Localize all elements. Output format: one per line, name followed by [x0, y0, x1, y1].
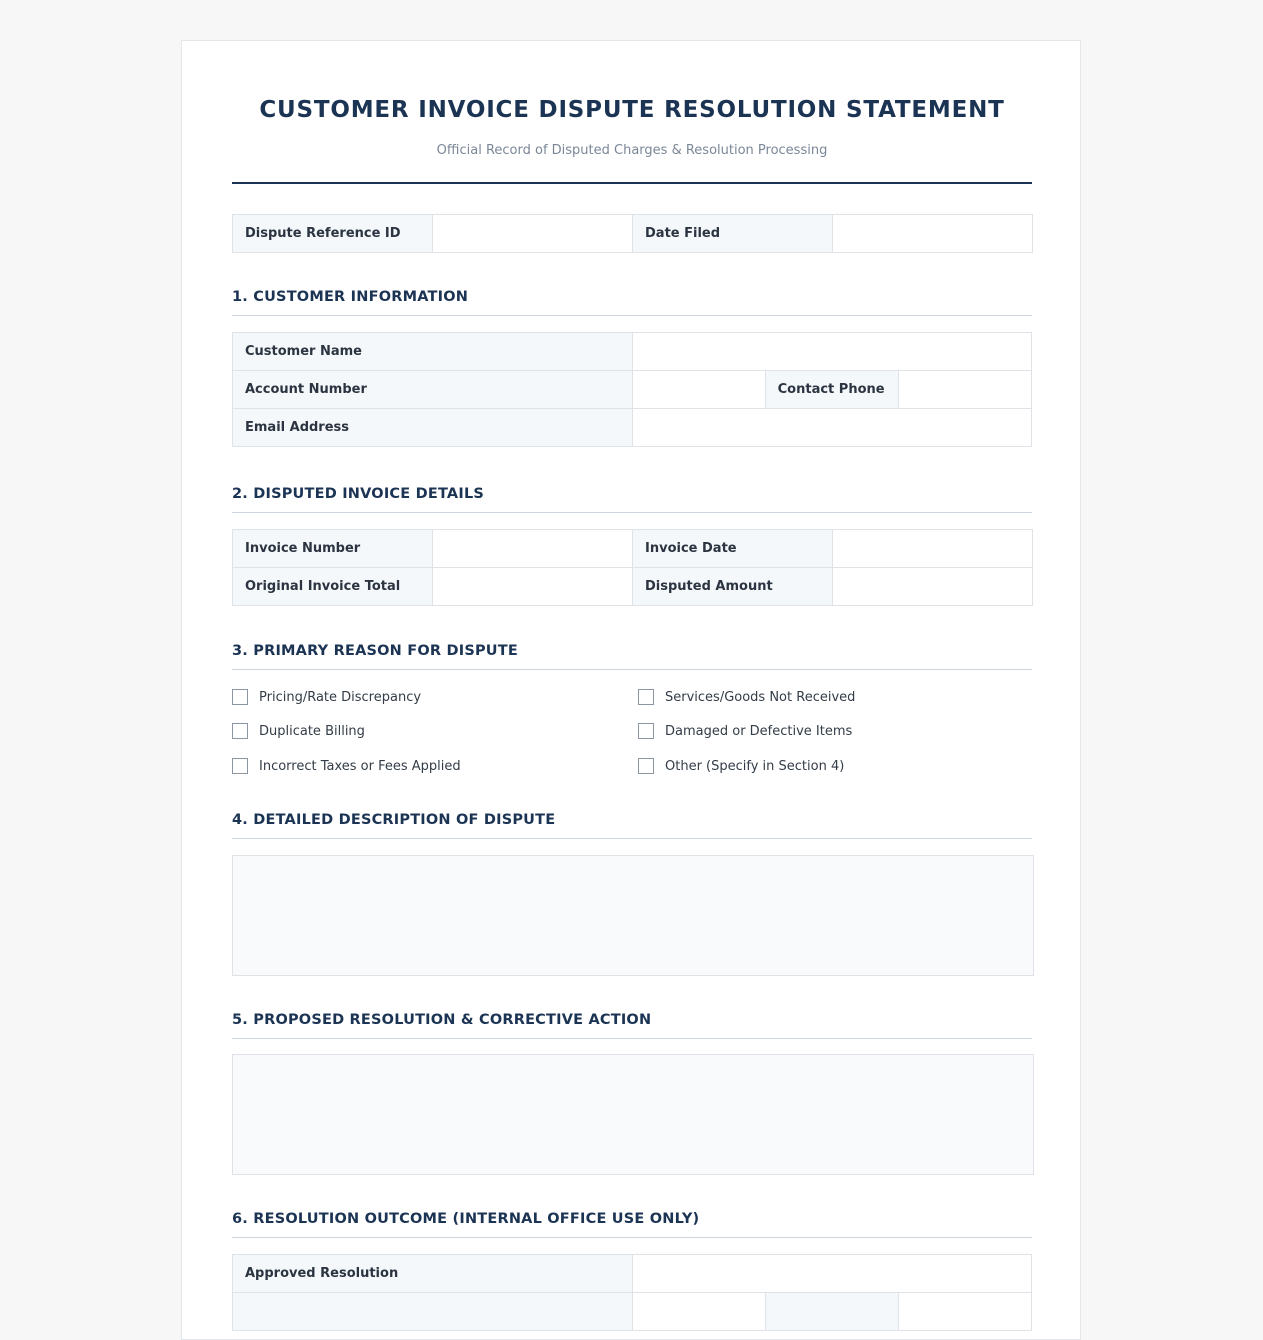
reference-table	[232, 214, 1033, 253]
section-title-customer: 1. CUSTOMER INFORMATION	[232, 289, 1032, 316]
original-invoice-total-field[interactable]	[433, 568, 633, 606]
email-address-field[interactable]	[632, 409, 1032, 447]
date-filed-label: Date Filed	[633, 215, 833, 253]
disputed-amount-field[interactable]	[833, 568, 1033, 606]
checkbox-label: Incorrect Taxes or Fees Applied	[259, 758, 461, 774]
outcome-value-cell[interactable]	[898, 1293, 1031, 1331]
table-row	[233, 409, 1032, 447]
section-title-invoice: 2. DISPUTED INVOICE DETAILS	[232, 486, 1032, 513]
section-title-proposed: 5. PROPOSED RESOLUTION & CORRECTIVE ACTION	[232, 1012, 1032, 1039]
section-title-outcome: 6. RESOLUTION OUTCOME (INTERNAL OFFICE USE ONLY)	[232, 1211, 1032, 1238]
contact-phone-field[interactable]	[898, 371, 1031, 409]
customer-name-label: Customer Name	[233, 333, 633, 371]
outcome-value-cell[interactable]	[632, 1293, 765, 1331]
invoice-date-label: Invoice Date	[633, 530, 833, 568]
section-title-description: 4. DETAILED DESCRIPTION OF DISPUTE	[232, 812, 1032, 839]
invoice-table	[232, 529, 1033, 606]
table-row	[233, 530, 1033, 568]
invoice-number-label: Invoice Number	[233, 530, 433, 568]
section-title-reason: 3. PRIMARY REASON FOR DISPUTE	[232, 643, 1032, 670]
checkbox-label: Duplicate Billing	[259, 723, 365, 739]
checkbox-label: Damaged or Defective Items	[665, 723, 853, 739]
customer-table	[232, 332, 1032, 447]
document-title: CUSTOMER INVOICE DISPUTE RESOLUTION STATEMENT	[259, 97, 1005, 123]
customer-name-field[interactable]	[632, 333, 1032, 371]
checkbox[interactable]	[638, 723, 654, 739]
checkbox[interactable]	[232, 758, 248, 774]
table-row	[233, 568, 1033, 606]
checkbox[interactable]	[232, 723, 248, 739]
reason-option-pricing[interactable]	[232, 688, 421, 706]
email-address-label: Email Address	[233, 409, 633, 447]
original-invoice-total-label: Original Invoice Total	[233, 568, 433, 606]
table-row	[233, 1255, 1032, 1293]
reason-option-duplicate[interactable]	[232, 722, 365, 740]
outcome-label-cell	[765, 1293, 898, 1331]
approved-resolution-field[interactable]	[632, 1255, 1032, 1293]
table-row	[233, 333, 1032, 371]
invoice-date-field[interactable]	[833, 530, 1033, 568]
outcome-table	[232, 1254, 1032, 1331]
proposed-resolution-textarea[interactable]	[232, 1054, 1034, 1175]
dispute-reference-id-field[interactable]	[433, 215, 633, 253]
checkbox-label: Pricing/Rate Discrepancy	[259, 689, 422, 705]
contact-phone-label: Contact Phone	[765, 371, 898, 409]
table-row	[233, 215, 1033, 253]
approved-resolution-label: Approved Resolution	[233, 1255, 633, 1293]
dispute-reference-id-label: Dispute Reference ID	[233, 215, 433, 253]
invoice-number-field[interactable]	[433, 530, 633, 568]
checkbox[interactable]	[638, 689, 654, 705]
account-number-field[interactable]	[632, 371, 765, 409]
reason-option-taxes[interactable]	[232, 757, 461, 775]
table-row	[233, 1293, 1032, 1331]
reason-option-damaged[interactable]	[638, 722, 852, 740]
outcome-label-cell	[233, 1293, 633, 1331]
reason-option-other[interactable]	[638, 757, 844, 775]
table-row	[233, 371, 1032, 409]
disputed-amount-label: Disputed Amount	[633, 568, 833, 606]
checkbox[interactable]	[638, 758, 654, 774]
date-filed-field[interactable]	[833, 215, 1033, 253]
checkbox[interactable]	[232, 689, 248, 705]
checkbox-label: Services/Goods Not Received	[665, 689, 856, 705]
header-divider	[232, 182, 1032, 184]
dispute-description-textarea[interactable]	[232, 855, 1034, 976]
reason-option-not-received[interactable]	[638, 688, 855, 706]
account-number-label: Account Number	[233, 371, 633, 409]
document-page	[181, 40, 1081, 1340]
document-subtitle: Official Record of Disputed Charges & Resolution Processing	[436, 143, 828, 158]
checkbox-label: Other (Specify in Section 4)	[665, 758, 845, 774]
